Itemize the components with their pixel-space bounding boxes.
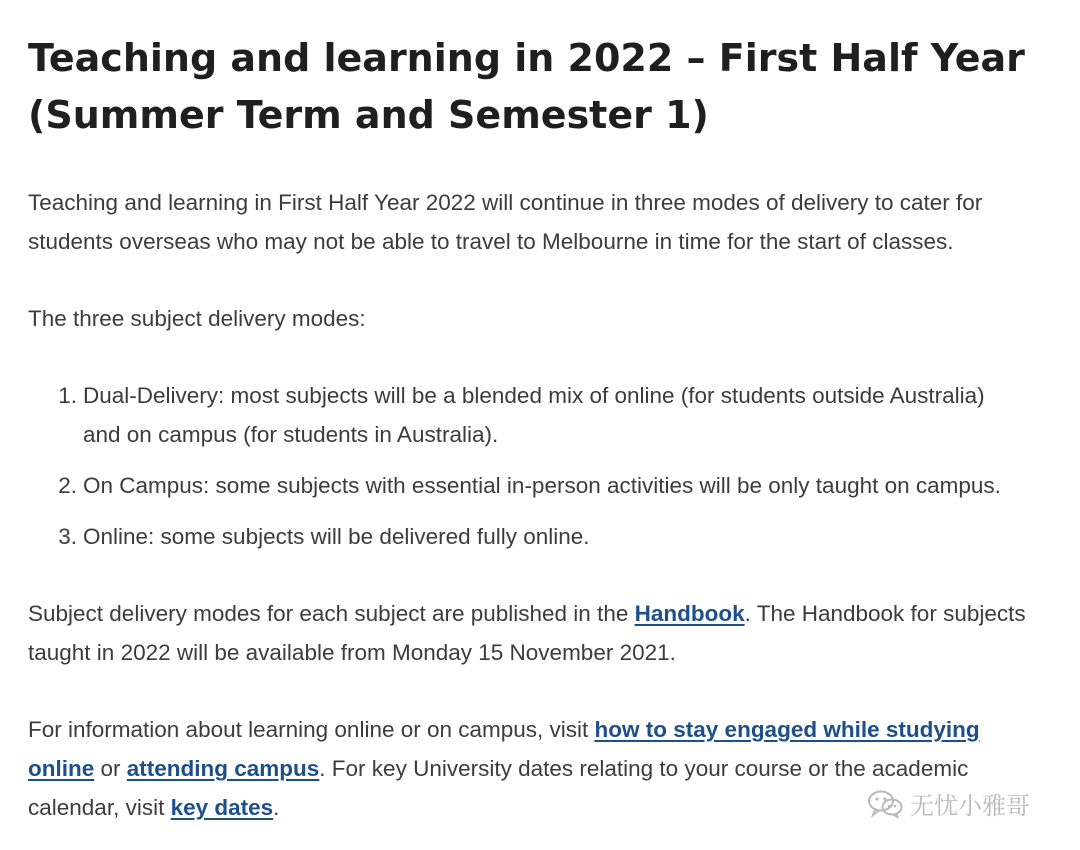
article — [28, 30, 1080, 827]
info-or: or — [94, 756, 127, 781]
intro-line2: students overseas who may not be able to travel to Melbourne in time for the start of classes. — [28, 229, 954, 254]
handbook-text-after: . The Handbook for subjects — [744, 601, 1026, 626]
info-line3-before: calendar, visit — [28, 795, 171, 820]
intro-line1: Teaching and learning in First Half Year 2022 will continue in three modes of delivery to cater for — [28, 190, 983, 215]
stay-engaged-link[interactable]: how to stay engaged while studying — [594, 717, 980, 742]
page-title-line1: Teaching and learning in 2022 – First Half Year — [28, 36, 1025, 80]
info-text-before: For information about learning online or on campus, visit — [28, 717, 595, 742]
page-title-line2: (Summer Term and Semester 1) — [28, 93, 709, 137]
stay-engaged-link-continued[interactable]: online — [28, 756, 95, 781]
list-item-line1: Dual-Delivery: most subjects will be a blended mix of online (for students outside Australia) — [83, 383, 985, 408]
attending-campus-link[interactable]: attending campus — [126, 756, 320, 781]
handbook-line2: taught in 2022 will be available from Monday 15 November 2021. — [28, 640, 676, 665]
list-item — [28, 517, 1080, 556]
list-item — [28, 376, 1080, 454]
delivery-modes-lead: The three subject delivery modes: — [28, 306, 366, 331]
list-item-number: 2. — [58, 473, 77, 498]
watermark-text: 无忧小雅哥 — [910, 792, 1030, 820]
list-item-text — [77, 376, 985, 454]
list-item-text: Online: some subjects will be delivered fully online. — [83, 524, 590, 549]
list-item-number: 1. — [58, 383, 77, 408]
page-title — [28, 30, 1028, 144]
wechat-icon — [866, 789, 904, 819]
handbook-link[interactable]: Handbook — [634, 601, 745, 626]
handbook-text-before: Subject delivery modes for each subject are published in the — [28, 601, 635, 626]
delivery-modes-list — [28, 376, 1080, 556]
info-line3-after: . — [273, 795, 280, 820]
handbook-paragraph — [28, 594, 1080, 672]
key-dates-link[interactable]: key dates — [170, 795, 274, 820]
watermark — [866, 786, 1030, 821]
info-text-after: . For key University dates relating to your course or the academic — [319, 756, 969, 781]
list-item-line2: and on campus (for students in Australia). — [83, 422, 499, 447]
intro-paragraph — [28, 183, 1080, 261]
list-item-text: On Campus: some subjects with essential in-person activities will be only taught on campus. — [83, 473, 1001, 498]
list-item — [28, 466, 1080, 505]
list-item-number: 3. — [58, 524, 77, 549]
